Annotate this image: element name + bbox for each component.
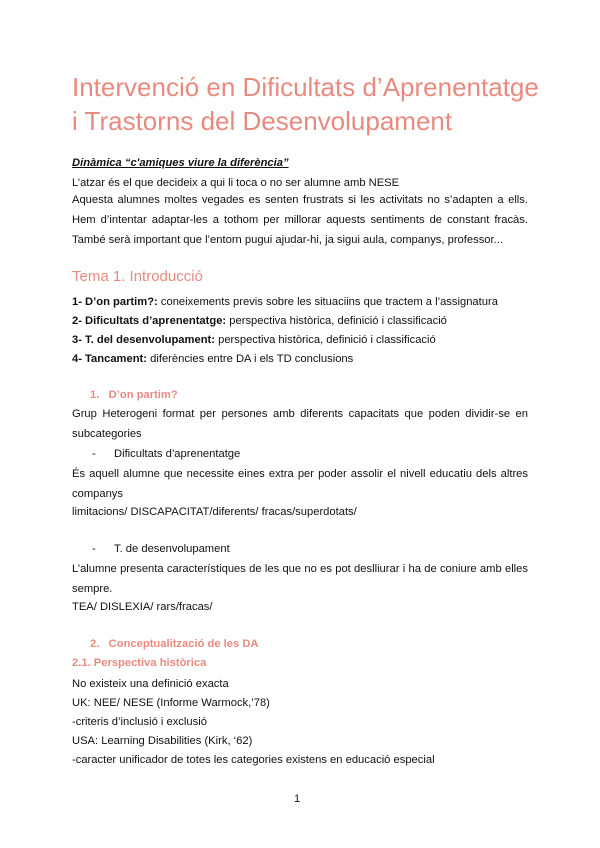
tema-item-label: 1- D’on partim?: [72,296,158,308]
bullet-text: Dificultats d’aprenentatge [114,448,241,460]
tema-item-label: 3- T. del desenvolupament: [72,334,215,346]
tema-item-label: 2- Dificultats d’aprenentatge: [72,315,227,327]
paragraph-line: L’alumne presenta característiques de les que no es pot deslliurar i ha de coniure amb elles [72,563,528,575]
intro-paragraph-line: També serà important que l’entorn pugui ajudar-hi, ja sigui aula, companys, professor... [72,234,503,246]
dinamica-heading: Dinàmica “c'amiques viure la diferència” [72,157,289,169]
bullet-item [92,543,230,555]
section1-paragraph1 [72,404,528,444]
tema-item-text: coneixements previs sobre les situaciins que tractem a l’assignatura [157,296,498,308]
paragraph-line: Grup Heterogeni format per persones amb diferents capacitats que poden dividir-se en [72,408,528,420]
tea-line: TEA/ DISLEXIA/ rars/fracas/ [72,601,213,613]
intro-line: L’atzar és el que decideix a qui li toca o no ser alumne amb NESE [72,177,400,189]
dash-bullet: - [92,543,96,555]
paragraph-line: companys [72,488,123,500]
tema-item-text: perspectiva històrica, definició i classificació [226,315,447,327]
tema-heading: Tema 1. Introducció [72,268,203,285]
paragraph-line: sempre. [72,583,113,595]
page-number: 1 [294,793,301,805]
section2-heading [90,638,259,650]
tema-item [72,313,447,329]
section2-title: Conceptualització de les DA [108,638,259,650]
limitacions-line: limitacions/ DISCAPACITAT/diferents/ fracas/superdotats/ [72,506,357,518]
section1-number: 1. [90,389,100,401]
section2-line: -caracter unificador de totes les categories existens en educació especial [72,754,435,766]
tema-item-label: 4- Tancament: [72,353,148,365]
section2-line: USA: Learning Disabilities (Kirk, ‘62) [72,735,253,747]
dash-bullet: - [92,448,96,460]
paragraph-line: subcategories [72,428,142,440]
section1-paragraph3 [72,559,528,599]
section2-line: UK: NEE/ NESE (Informe Warmock,’78) [72,697,270,709]
section2-number: 2. [90,638,100,650]
subsection-heading: 2.1. Perspectiva històrica [72,657,207,669]
tema-item-text: perspectiva històrica, definició i classificació [214,334,436,346]
section1-title: D’on partim? [108,389,178,401]
bullet-item [92,448,240,460]
section2-line: -criteris d’inclusió i exclusió [72,716,207,728]
tema-item [72,294,498,310]
tema-item-text: diferències entre DA i els TD conclusions [147,353,354,365]
bullet-text: T. de desenvolupament [114,543,230,555]
intro-paragraph-line: Hem d’intentar adaptar-les a tothom per millorar aquests sentiments de constant fracàs. [72,214,528,226]
tema-item [72,351,353,367]
section1-paragraph2 [72,464,528,504]
intro-paragraph [72,190,528,250]
section1-heading [90,389,178,401]
intro-paragraph-line: Aquesta alumnes moltes vegades es senten frustrats si les activitats no s’adapten a ells. [72,194,528,206]
document-title: Intervenció en Dificultats d’Aprenentatge i Trastorns del Desenvolupament [72,72,539,136]
paragraph-line: És aquell alumne que necessite eines extra per poder assolir el nivell educatiu dels altres [72,468,528,480]
section2-line: No existeix una definició exacta [72,678,229,690]
tema-item [72,332,436,348]
